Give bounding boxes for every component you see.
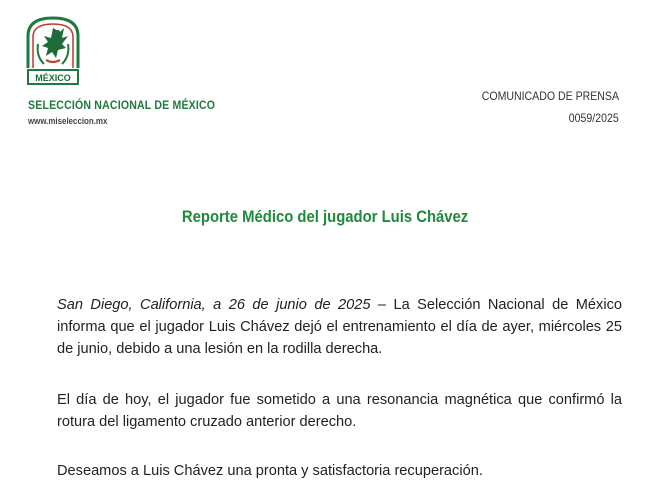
mexico-eagle-crest-icon	[22, 14, 84, 90]
press-release-number: 0059/2025	[569, 111, 619, 125]
dateline: San Diego, California, a 26 de junio de 2025	[57, 297, 371, 313]
svg-text:MÉXICO: MÉXICO	[35, 73, 71, 83]
organization-url[interactable]: www.miseleccion.mx	[28, 116, 108, 126]
paragraph-wishes: Deseamos a Luis Chávez una pronta y satisfactoria recuperación.	[57, 463, 483, 479]
paragraph-diagnosis: El día de hoy, el jugador fue sometido a una resonancia magnética que confirmó la rotura del ligamento cruzado anterior derecho.	[57, 392, 622, 430]
document-title-text: Reporte Médico del jugador Luis Chávez	[181, 208, 469, 226]
organization-name: SELECCIÓN NACIONAL DE MÉXICO	[28, 98, 216, 112]
paragraph-announcement-text: – La Selección Nacional de México informa que el jugador Luis Chávez dejó el entrenamiento el día de ayer, miércoles 25 de junio, debido a una lesión en la rodilla derecha.	[57, 297, 622, 357]
paragraph-announcement	[57, 294, 622, 360]
press-release-label: COMUNICADO DE PRENSA	[481, 89, 619, 103]
document-title	[0, 208, 650, 227]
